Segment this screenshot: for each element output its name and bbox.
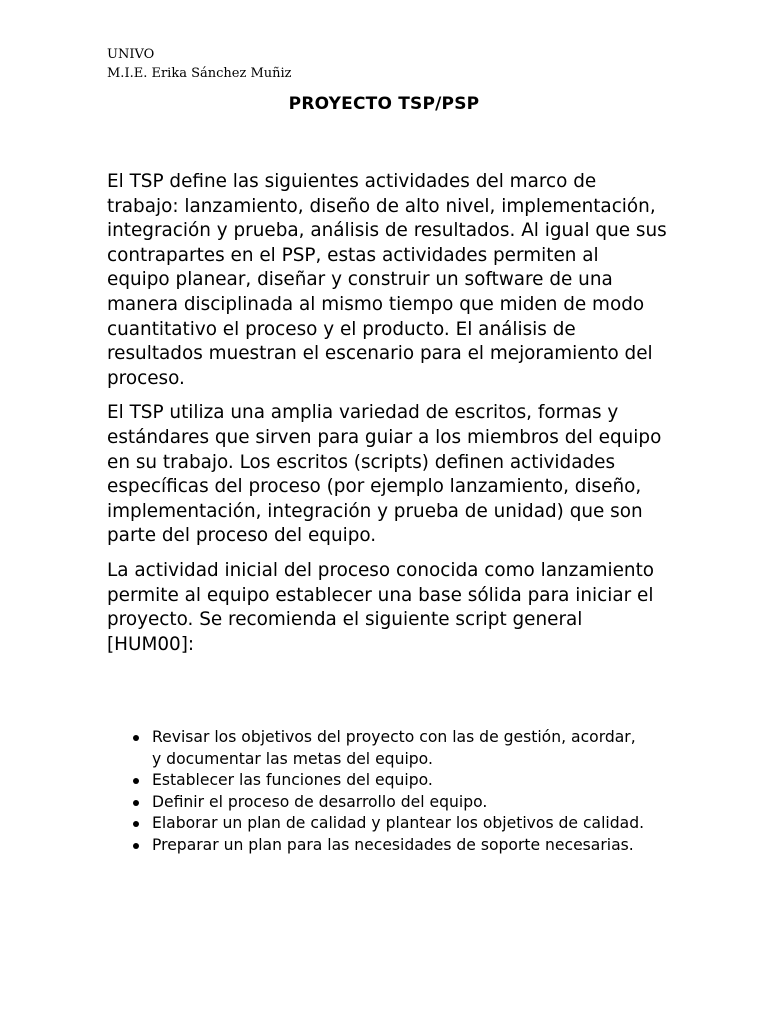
document-body bbox=[107, 170, 667, 667]
list-item-text: Definir el proceso de desarrollo del equipo. bbox=[152, 792, 488, 811]
list-item-text: Elaborar un plan de calidad y plantear los objetivos de calidad. bbox=[152, 814, 645, 833]
bullet-icon bbox=[133, 735, 139, 741]
list-item-text: Revisar los objetivos del proyecto con las de gestión, acordar, y documentar las metas del equipo. bbox=[152, 728, 636, 768]
list-item-text: Preparar un plan para las necesidades de soporte necesarias. bbox=[152, 835, 634, 854]
list-item bbox=[107, 727, 647, 770]
paragraph-1: El TSP define las siguientes actividades del marco de trabajo: lanzamiento, diseño de alto nivel, implementación, integración y prueba, análisis de resultados. Al igual que sus contrapartes en el PSP, estas actividades permiten al equipo planear, diseñar y construir un software de una manera disciplinada al mismo tiempo que miden de modo cuantitativo el proceso y el producto. El análisis de resultados muestran el escenario para el mejoramiento del proceso. bbox=[107, 171, 667, 389]
bullet-icon bbox=[133, 821, 139, 827]
bullet-icon bbox=[133, 800, 139, 806]
list-item-text: Establecer las funciones del equipo. bbox=[152, 771, 433, 790]
bullet-icon bbox=[133, 843, 139, 849]
document-header bbox=[107, 45, 292, 83]
institution-name: UNIVO bbox=[107, 47, 155, 62]
paragraph-3: La actividad inicial del proceso conocida como lanzamiento permite al equipo establecer una base sólida para iniciar el proyecto. Se recomienda el siguiente script general [HUM00]: bbox=[107, 559, 655, 655]
list-item bbox=[107, 792, 647, 814]
list-item bbox=[107, 813, 647, 835]
paragraph-2: El TSP utiliza una amplia variedad de escritos, formas y estándares que sirven para guiar a los miembros del equipo en su trabajo. Los escritos (scripts) definen actividades específicas del proceso (por ejemplo lanzamiento, diseño, implementación, integración y prueba de unidad) que son parte del proceso del equipo. bbox=[107, 402, 662, 547]
document-title: PROYECTO TSP/PSP bbox=[288, 94, 480, 114]
list-item bbox=[107, 770, 647, 792]
list-item bbox=[107, 835, 647, 857]
author-name: M.I.E. Erika Sánchez Muñiz bbox=[107, 66, 292, 81]
bullet-icon bbox=[133, 778, 139, 784]
launch-script-list bbox=[107, 727, 647, 857]
